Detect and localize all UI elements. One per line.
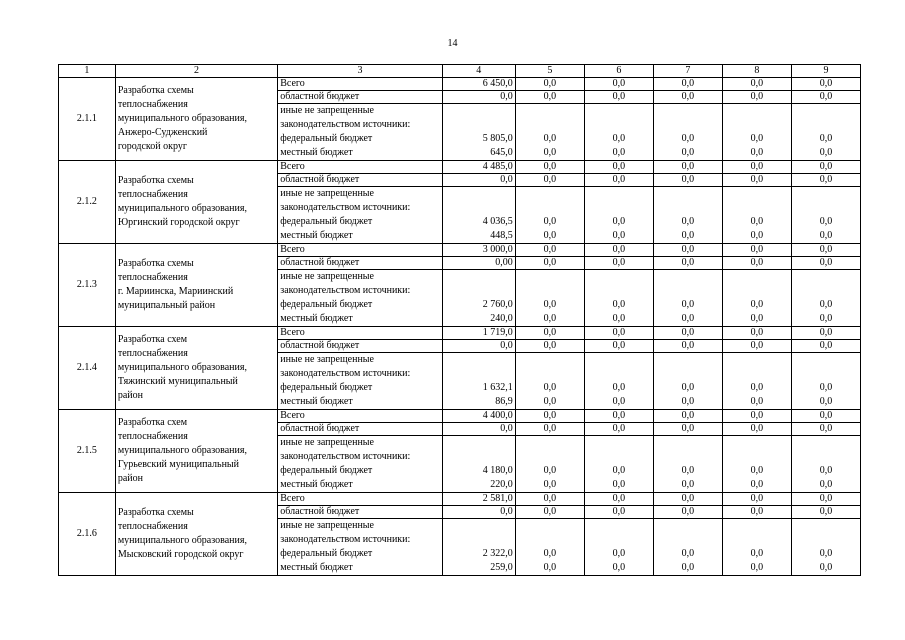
source-label-total: Всего [278, 78, 442, 91]
value-cell: 4 400,0 [442, 410, 515, 423]
item-name-line: Анжеро-Судженский [117, 127, 208, 138]
value-cell-group [791, 436, 860, 493]
value-cell: 0,0 [722, 78, 791, 91]
value-local: 0,0 [750, 396, 764, 407]
item-name-line: теплоснабжения [117, 272, 188, 283]
table-row [59, 161, 861, 174]
value-cell: 0,0 [653, 174, 722, 187]
item-name [115, 161, 277, 244]
source-label-line: федеральный бюджет [280, 133, 373, 144]
value-local: 0,0 [612, 479, 626, 490]
source-label-other [278, 436, 442, 493]
value-cell: 0,0 [653, 78, 722, 91]
value-federal: 0,0 [612, 382, 626, 393]
value-cell: 0,0 [722, 506, 791, 519]
value-cell: 2 581,0 [442, 493, 515, 506]
item-number: 2.1.4 [59, 327, 116, 410]
source-label-line: местный бюджет [280, 147, 353, 158]
value-federal: 0,0 [750, 216, 764, 227]
item-name-line: г. Мариинска, Мариинский [117, 286, 234, 297]
value-cell: 0,0 [515, 493, 584, 506]
value-cell: 0,0 [653, 257, 722, 270]
value-cell-group [653, 104, 722, 161]
value-cell-group [653, 270, 722, 327]
value-cell-group [442, 353, 515, 410]
value-federal: 0,0 [819, 299, 833, 310]
column-header: 5 [515, 65, 584, 78]
value-cell: 0,0 [515, 91, 584, 104]
source-label-total: Всего [278, 327, 442, 340]
source-label-line: иные не запрещенные [280, 105, 374, 116]
table-row [59, 327, 861, 340]
value-cell-group [515, 187, 584, 244]
value-federal: 0,0 [819, 133, 833, 144]
value-local: 0,0 [819, 147, 833, 158]
value-cell: 0,0 [584, 174, 653, 187]
value-federal: 0,0 [543, 299, 557, 310]
value-cell-group [515, 353, 584, 410]
item-number: 2.1.5 [59, 410, 116, 493]
value-cell: 1 719,0 [442, 327, 515, 340]
source-label-total: Всего [278, 410, 442, 423]
source-label-line: законодательством источники: [280, 119, 411, 130]
value-local: 0,0 [750, 479, 764, 490]
value-cell: 0,0 [791, 493, 860, 506]
budget-table [58, 64, 861, 576]
value-cell-group [584, 436, 653, 493]
source-label-regional: областной бюджет [278, 174, 442, 187]
value-cell: 0,0 [791, 257, 860, 270]
value-cell: 0,0 [442, 340, 515, 353]
value-cell: 0,0 [653, 340, 722, 353]
value-cell: 0,0 [515, 161, 584, 174]
source-label-line: иные не запрещенные [280, 271, 374, 282]
value-cell: 0,0 [791, 327, 860, 340]
value-local: 645,0 [490, 147, 513, 158]
value-federal: 0,0 [681, 548, 695, 559]
value-local: 0,0 [819, 562, 833, 573]
value-cell: 0,0 [653, 410, 722, 423]
value-cell: 0,0 [722, 423, 791, 436]
value-cell: 0,0 [653, 506, 722, 519]
value-federal: 0,0 [750, 382, 764, 393]
value-cell-group [584, 270, 653, 327]
value-cell: 0,0 [722, 244, 791, 257]
value-cell: 0,0 [791, 423, 860, 436]
item-name [115, 493, 277, 576]
page-number: 14 [447, 38, 458, 49]
source-label-line: федеральный бюджет [280, 299, 373, 310]
value-local: 259,0 [490, 562, 513, 573]
value-cell: 0,0 [584, 506, 653, 519]
column-header: 6 [584, 65, 653, 78]
budget-table-body [59, 65, 861, 576]
source-label-regional: областной бюджет [278, 257, 442, 270]
item-name-line: муниципального образования, [117, 362, 247, 373]
source-label-line: федеральный бюджет [280, 465, 373, 476]
value-local: 86,9 [495, 396, 513, 407]
source-label-total: Всего [278, 244, 442, 257]
source-label-line: местный бюджет [280, 479, 353, 490]
column-header: 1 [59, 65, 116, 78]
value-federal: 0,0 [750, 548, 764, 559]
value-local: 220,0 [490, 479, 513, 490]
column-header: 9 [791, 65, 860, 78]
value-federal: 0,0 [543, 548, 557, 559]
value-cell: 0,0 [584, 257, 653, 270]
value-cell-group [442, 519, 515, 576]
value-federal: 2 322,0 [482, 548, 513, 559]
source-label-other [278, 519, 442, 576]
value-local: 0,0 [750, 230, 764, 241]
item-name-line: Разработка схемы [117, 85, 194, 96]
value-cell: 0,0 [442, 506, 515, 519]
source-label-other [278, 104, 442, 161]
value-federal: 0,0 [612, 548, 626, 559]
value-cell-group [515, 519, 584, 576]
item-name [115, 410, 277, 493]
value-cell: 4 485,0 [442, 161, 515, 174]
source-label-line: иные не запрещенные [280, 354, 374, 365]
source-label-line: иные не запрещенные [280, 520, 374, 531]
item-name-line: район [117, 390, 143, 401]
value-cell: 0,0 [653, 327, 722, 340]
value-cell: 0,0 [791, 410, 860, 423]
table-row [59, 78, 861, 91]
value-cell-group [653, 353, 722, 410]
value-local: 0,0 [612, 230, 626, 241]
table-row [59, 410, 861, 423]
item-name-line: Разработка схем [117, 417, 188, 428]
item-name-line: теплоснабжения [117, 99, 188, 110]
item-name [115, 327, 277, 410]
value-federal: 0,0 [750, 465, 764, 476]
value-cell: 0,0 [653, 244, 722, 257]
value-cell-group [584, 353, 653, 410]
source-label-line: местный бюджет [280, 562, 353, 573]
value-cell-group [515, 436, 584, 493]
column-header: 3 [278, 65, 442, 78]
column-header: 8 [722, 65, 791, 78]
value-local: 0,0 [750, 313, 764, 324]
value-federal: 0,0 [612, 133, 626, 144]
item-name-line: Разработка схемы [117, 175, 194, 186]
value-cell-group [722, 436, 791, 493]
value-cell-group [722, 104, 791, 161]
value-cell: 0,0 [722, 340, 791, 353]
item-name-line: муниципального образования, [117, 113, 247, 124]
item-number: 2.1.6 [59, 493, 116, 576]
source-label-regional: областной бюджет [278, 340, 442, 353]
value-cell-group [442, 270, 515, 327]
value-cell: 0,0 [791, 91, 860, 104]
value-cell: 0,0 [584, 78, 653, 91]
item-name-line: городской округ [117, 141, 187, 152]
value-cell: 0,0 [515, 78, 584, 91]
source-label-line: законодательством источники: [280, 202, 411, 213]
value-local: 0,0 [543, 479, 557, 490]
value-local: 0,0 [681, 147, 695, 158]
value-cell: 0,0 [515, 506, 584, 519]
value-cell: 0,0 [653, 493, 722, 506]
value-cell: 0,0 [442, 423, 515, 436]
source-label-total: Всего [278, 161, 442, 174]
source-label-line: местный бюджет [280, 396, 353, 407]
value-cell-group [584, 187, 653, 244]
value-cell: 0,0 [515, 327, 584, 340]
item-name-line: Разработка схем [117, 334, 188, 345]
item-number: 2.1.3 [59, 244, 116, 327]
source-label-line: законодательством источники: [280, 368, 411, 379]
value-local: 240,0 [490, 313, 513, 324]
value-cell: 3 000,0 [442, 244, 515, 257]
value-local: 0,0 [612, 562, 626, 573]
value-local: 0,0 [681, 396, 695, 407]
value-local: 0,0 [543, 396, 557, 407]
value-cell-group [791, 519, 860, 576]
header-row [59, 65, 861, 78]
column-header: 7 [653, 65, 722, 78]
value-federal: 0,0 [681, 299, 695, 310]
value-cell-group [722, 270, 791, 327]
source-label-other [278, 187, 442, 244]
value-federal: 0,0 [543, 382, 557, 393]
value-cell-group [791, 270, 860, 327]
value-cell: 0,0 [791, 506, 860, 519]
value-cell-group [791, 187, 860, 244]
value-local: 448,5 [490, 230, 513, 241]
source-label-other [278, 353, 442, 410]
value-local: 0,0 [681, 230, 695, 241]
item-name-line: теплоснабжения [117, 521, 188, 532]
item-name-line: Разработка схемы [117, 258, 194, 269]
value-cell: 0,0 [722, 327, 791, 340]
value-local: 0,0 [681, 313, 695, 324]
value-cell: 0,0 [515, 410, 584, 423]
value-cell: 0,0 [442, 174, 515, 187]
source-label-total: Всего [278, 493, 442, 506]
value-federal: 1 632,1 [482, 382, 513, 393]
value-cell: 0,0 [791, 174, 860, 187]
item-name-line: теплоснабжения [117, 431, 188, 442]
value-cell: 0,0 [515, 340, 584, 353]
item-name-line: Гурьевский муниципальный [117, 459, 239, 470]
value-local: 0,0 [612, 396, 626, 407]
source-label-regional: областной бюджет [278, 91, 442, 104]
value-federal: 0,0 [543, 133, 557, 144]
value-federal: 0,0 [750, 133, 764, 144]
source-label-line: законодательством источники: [280, 534, 411, 545]
item-name-line: теплоснабжения [117, 189, 188, 200]
value-cell-group [442, 187, 515, 244]
value-cell-group [515, 270, 584, 327]
table-row [59, 493, 861, 506]
value-cell: 0,0 [584, 91, 653, 104]
value-cell: 0,0 [653, 423, 722, 436]
value-federal: 0,0 [681, 216, 695, 227]
value-cell: 0,0 [584, 423, 653, 436]
value-cell: 0,0 [722, 410, 791, 423]
value-cell: 0,0 [584, 161, 653, 174]
item-number: 2.1.1 [59, 78, 116, 161]
value-cell-group [515, 104, 584, 161]
table-row [59, 244, 861, 257]
item-name [115, 244, 277, 327]
value-local: 0,0 [681, 479, 695, 490]
item-name-line: муниципального образования, [117, 535, 247, 546]
value-cell-group [653, 436, 722, 493]
source-label-regional: областной бюджет [278, 506, 442, 519]
value-cell: 0,0 [791, 340, 860, 353]
source-label-line: законодательством источники: [280, 285, 411, 296]
source-label-line: иные не запрещенные [280, 188, 374, 199]
value-federal: 0,0 [819, 382, 833, 393]
item-name-line: Мысковский городской округ [117, 549, 244, 560]
value-cell: 0,0 [584, 244, 653, 257]
source-label-line: местный бюджет [280, 230, 353, 241]
value-cell: 0,0 [722, 493, 791, 506]
source-label-line: иные не запрещенные [280, 437, 374, 448]
value-cell: 0,00 [442, 257, 515, 270]
value-cell: 0,0 [442, 91, 515, 104]
value-federal: 0,0 [681, 382, 695, 393]
value-cell: 0,0 [515, 244, 584, 257]
value-federal: 0,0 [819, 548, 833, 559]
value-cell-group [791, 353, 860, 410]
source-label-line: местный бюджет [280, 313, 353, 324]
value-local: 0,0 [819, 396, 833, 407]
value-federal: 0,0 [543, 465, 557, 476]
value-cell: 0,0 [722, 91, 791, 104]
item-name-line: муниципальный район [117, 300, 216, 311]
value-cell-group [442, 436, 515, 493]
source-label-line: законодательством источники: [280, 451, 411, 462]
value-cell: 0,0 [791, 78, 860, 91]
item-name-line: Разработка схемы [117, 507, 194, 518]
item-number: 2.1.2 [59, 161, 116, 244]
column-header: 2 [115, 65, 277, 78]
value-cell: 0,0 [722, 257, 791, 270]
item-name [115, 78, 277, 161]
value-cell: 0,0 [515, 257, 584, 270]
value-federal: 0,0 [543, 216, 557, 227]
value-federal: 0,0 [612, 216, 626, 227]
value-local: 0,0 [819, 230, 833, 241]
value-cell-group [722, 353, 791, 410]
value-local: 0,0 [543, 313, 557, 324]
value-local: 0,0 [819, 479, 833, 490]
value-cell: 0,0 [722, 174, 791, 187]
value-local: 0,0 [612, 147, 626, 158]
value-federal: 0,0 [819, 465, 833, 476]
column-header: 4 [442, 65, 515, 78]
value-cell: 6 450,0 [442, 78, 515, 91]
value-cell: 0,0 [791, 244, 860, 257]
item-name-line: район [117, 473, 143, 484]
value-local: 0,0 [819, 313, 833, 324]
value-cell-group [442, 104, 515, 161]
value-cell: 0,0 [653, 91, 722, 104]
value-local: 0,0 [750, 562, 764, 573]
item-name-line: Юргинский городской округ [117, 217, 240, 228]
value-local: 0,0 [543, 562, 557, 573]
value-cell-group [791, 104, 860, 161]
value-cell: 0,0 [584, 340, 653, 353]
value-federal: 0,0 [819, 216, 833, 227]
value-local: 0,0 [543, 230, 557, 241]
value-federal: 5 805,0 [482, 133, 513, 144]
value-cell: 0,0 [653, 161, 722, 174]
source-label-line: федеральный бюджет [280, 548, 373, 559]
value-federal: 4 036,5 [482, 216, 513, 227]
source-label-regional: областной бюджет [278, 423, 442, 436]
value-federal: 0,0 [612, 299, 626, 310]
value-local: 0,0 [681, 562, 695, 573]
value-federal: 0,0 [681, 133, 695, 144]
value-federal: 0,0 [750, 299, 764, 310]
value-federal: 0,0 [612, 465, 626, 476]
source-label-other [278, 270, 442, 327]
value-local: 0,0 [612, 313, 626, 324]
item-name-line: Тяжинский муниципальный [117, 376, 238, 387]
value-cell-group [653, 519, 722, 576]
value-cell-group [584, 104, 653, 161]
value-cell-group [584, 519, 653, 576]
value-cell: 0,0 [722, 161, 791, 174]
value-local: 0,0 [543, 147, 557, 158]
value-cell: 0,0 [791, 161, 860, 174]
value-local: 0,0 [750, 147, 764, 158]
source-label-line: федеральный бюджет [280, 216, 373, 227]
value-cell: 0,0 [584, 327, 653, 340]
value-cell-group [653, 187, 722, 244]
value-federal: 4 180,0 [482, 465, 513, 476]
item-name-line: теплоснабжения [117, 348, 188, 359]
value-cell: 0,0 [515, 423, 584, 436]
value-cell-group [722, 187, 791, 244]
value-cell-group [722, 519, 791, 576]
value-cell: 0,0 [515, 174, 584, 187]
value-cell: 0,0 [584, 493, 653, 506]
value-cell: 0,0 [584, 410, 653, 423]
value-federal: 0,0 [681, 465, 695, 476]
value-federal: 2 760,0 [482, 299, 513, 310]
item-name-line: муниципального образования, [117, 445, 247, 456]
source-label-line: федеральный бюджет [280, 382, 373, 393]
item-name-line: муниципального образования, [117, 203, 247, 214]
